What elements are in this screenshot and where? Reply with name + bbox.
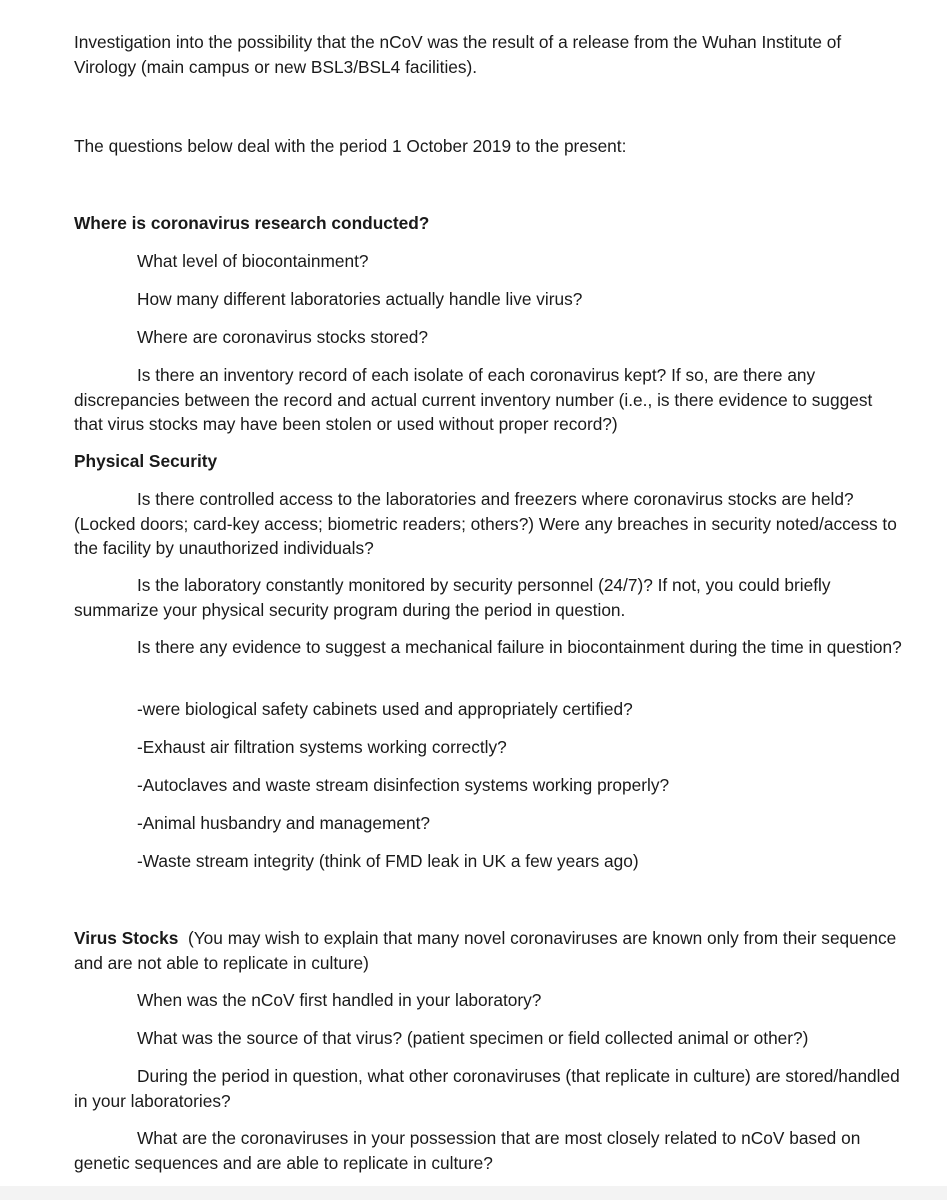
- stocks-heading-note: (You may wish to explain that many novel coronaviruses are known only from their sequence and are not able to replicate in culture): [74, 928, 902, 973]
- stocks-heading: Virus Stocks: [74, 928, 179, 948]
- research-question-inventory: Is there an inventory record of each isolate of each coronavirus kept? If so, are there any discrepancies between the record and actual current inventory number (i.e., is there evidence to suggest that virus stocks may have been stolen or used without proper record?): [74, 365, 873, 434]
- research-heading: Where is coronavirus research conducted?: [74, 213, 430, 233]
- security-bullet-autoclaves: -Autoclaves and waste stream disinfection systems working properly?: [137, 775, 670, 795]
- stocks-question-closest-related: What are the coronaviruses in your possession that are most closely related to nCoV based on genetic sequences and are able to replicate in culture?: [74, 1128, 861, 1173]
- stocks-question-source: What was the source of that virus? (patient specimen or field collected animal or other?): [137, 1028, 809, 1048]
- security-bullet-exhaust: -Exhaust air filtration systems working correctly?: [137, 737, 507, 757]
- security-bullet-waste: -Waste stream integrity (think of FMD leak in UK a few years ago): [137, 851, 639, 871]
- stocks-question-other-coronaviruses: During the period in question, what other coronaviruses (that replicate in culture) are stored/handled in your laboratories?: [74, 1066, 900, 1111]
- page-bottom-edge: [0, 1186, 947, 1200]
- research-question-stocks: Where are coronavirus stocks stored?: [137, 327, 429, 347]
- stocks-question-first-handled: When was the nCoV first handled in your laboratory?: [137, 990, 542, 1010]
- security-bullet-animal: -Animal husbandry and management?: [137, 813, 430, 833]
- stocks-paragraph: [74, 926, 904, 975]
- intro-paragraph: Investigation into the possibility that the nCoV was the result of a release from the Wuhan Institute of Virology (main campus or new BSL3/BSL4 facilities).: [74, 32, 842, 77]
- research-question-laboratories: How many different laboratories actually handle live virus?: [137, 289, 583, 309]
- security-question-mechanical: Is there any evidence to suggest a mechanical failure in biocontainment during the time in question?: [137, 637, 902, 657]
- security-bullet-cabinets: -were biological safety cabinets used and appropriately certified?: [137, 699, 633, 719]
- research-question-biocontainment: What level of biocontainment?: [137, 251, 369, 271]
- security-heading: Physical Security: [74, 451, 218, 471]
- period-paragraph: The questions below deal with the period 1 October 2019 to the present:: [74, 136, 627, 156]
- security-question-access: Is there controlled access to the laboratories and freezers where coronavirus stocks are held? (Locked doors; card-key access; biometric readers; others?) Were any breaches in security noted/access to the facility by unauthorized individuals?: [74, 489, 897, 558]
- security-question-monitoring: Is the laboratory constantly monitored by security personnel (24/7)? If not, you could briefly summarize your physical security program during the period in question.: [74, 575, 831, 620]
